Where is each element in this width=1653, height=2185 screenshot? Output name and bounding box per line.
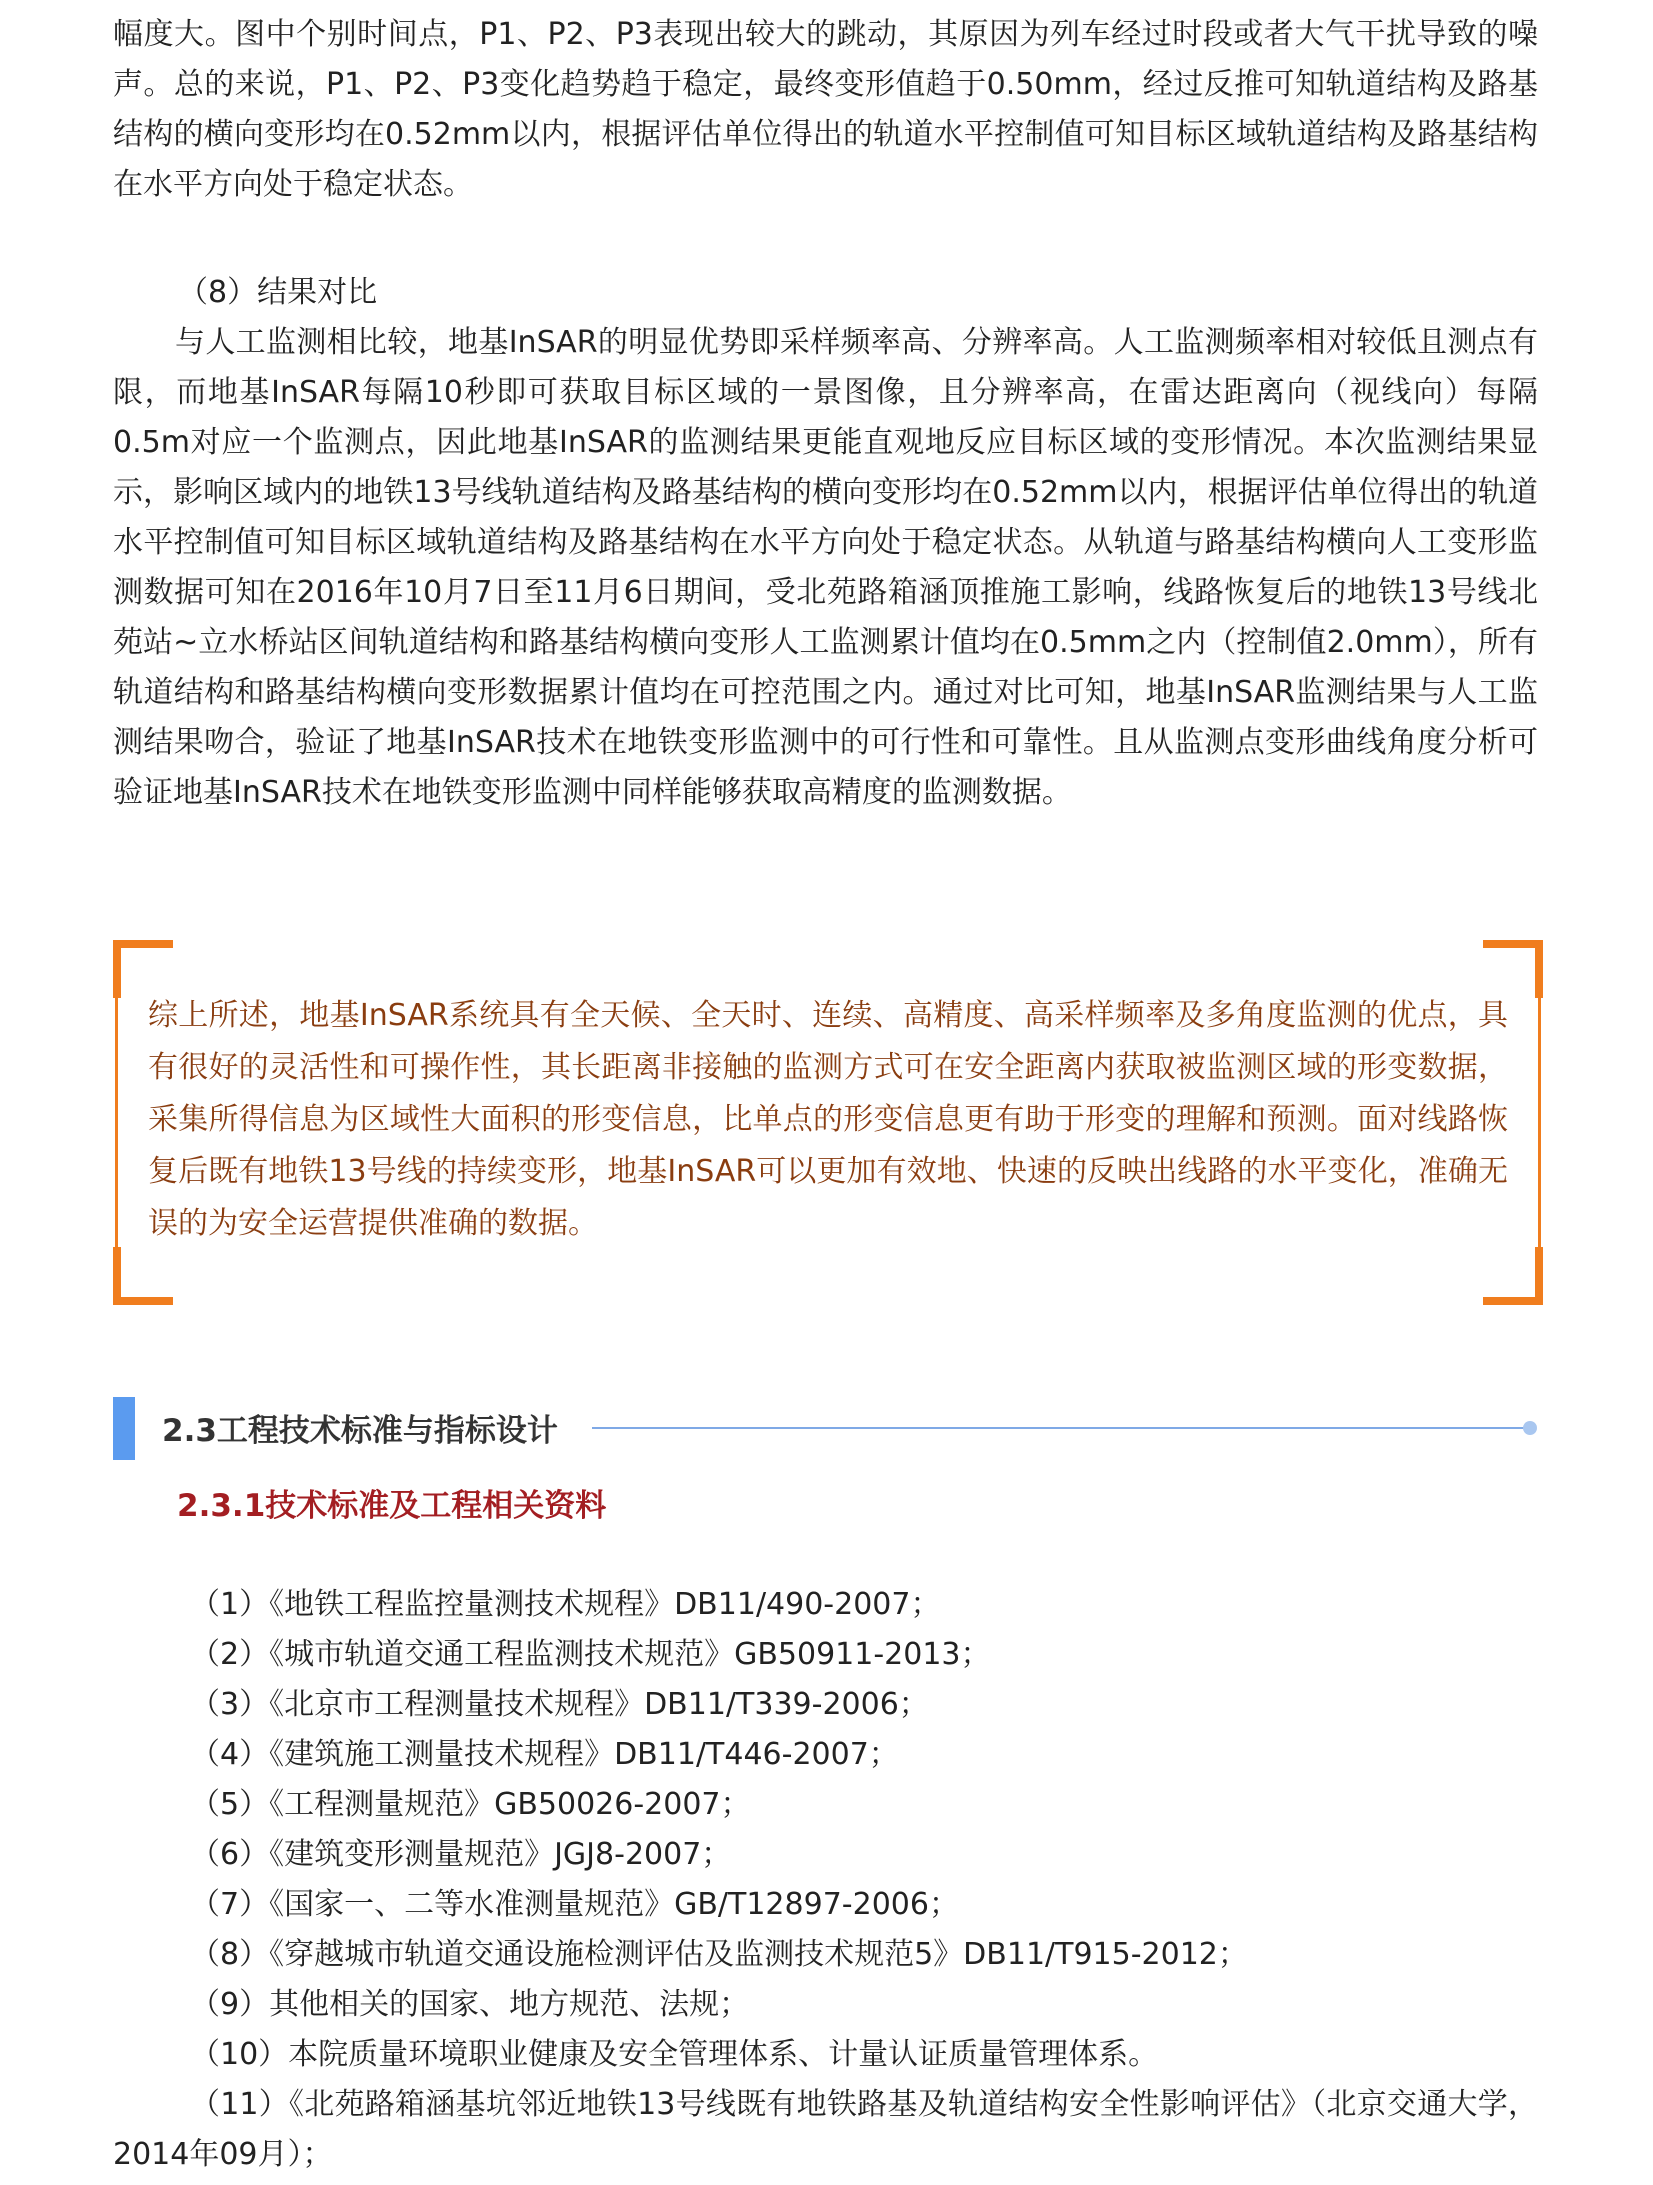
list-item: （3）《北京市工程测量技术规程》DB11/T339-2006； <box>190 1687 929 1722</box>
summary-text: 综上所述，地基InSAR系统具有全天候、全天时、连续、高精度、高采样频率及多角度监测的优点，具有很好的灵活性和可操作性，其长距离非接触的监测方式可在安全距离内获取被监测区域的形变数据，采集所得信息为区域性大面积的形变信息，比单点的形变信息更有助于形变的理解和预测。面对线路恢复后既有地铁13号线的持续变形，地基InSAR可以更加有效地、快速的反映出线路的水平变化，准确无误的为安全运营提供准确的数据。 <box>148 998 1508 1241</box>
list-item: （7）《国家一、二等水准测量规范》GB/T12897-2006； <box>190 1887 959 1922</box>
reference-item-11: （11）《北苑路箱涵基坑邻近地铁13号线既有地铁路基及轨道结构安全性影响评估》（北京交通大学，2014年09月）； <box>113 2087 1538 2172</box>
callout-right-line <box>1538 990 1541 1255</box>
callout-left-line <box>115 990 118 1255</box>
bracket-bottom-left <box>113 1247 173 1305</box>
list-item: （8）《穿越城市轨道交通设施检测评估及监测技术规范5》DB11/T915-2012； <box>190 1937 1248 1972</box>
summary-callout <box>113 940 1543 1305</box>
section-divider-line <box>592 1427 1530 1429</box>
list-item: （10）本院质量环境职业健康及安全管理体系、计量认证质量管理体系。 <box>190 2037 1159 2072</box>
reference-list <box>190 1580 1248 2080</box>
list-item: （6）《建筑变形测量规范》JGJ8-2007； <box>190 1837 732 1872</box>
list-item: （2）《城市轨道交通工程监测技术规范》GB50911-2013； <box>190 1637 991 1672</box>
bracket-bottom-right <box>1483 1247 1543 1305</box>
list-item: （4）《建筑施工测量技术规程》DB11/T446-2007； <box>190 1737 899 1772</box>
paragraph-comparison: 与人工监测相比较，地基InSAR的明显优势即采样频率高、分辨率高。人工监测频率相对较低且测点有限，而地基InSAR每隔10秒即可获取目标区域的一景图像，且分辨率高，在雷达距离向（视线向）每隔0.5m对应一个监测点，因此地基InSAR的监测结果更能直观地反应目标区域的变形情况。本次监测结果显示，影响区域内的地铁13号线轨道结构及路基结构的横向变形均在0.52mm以内，根据评估单位得出的轨道水平控制值可知目标区域轨道结构及路基结构在水平方向处于稳定状态。从轨道与路基结构横向人工变形监测数据可知在2016年10月7日至11月6日期间，受北苑路箱涵顶推施工影响，线路恢复后的地铁13号线北苑站~立水桥站区间轨道结构和路基结构横向变形人工监测累计值均在0.5mm之内（控制值2.0mm），所有轨道结构和路基结构横向变形数据累计值均在可控范围之内。通过对比可知，地基InSAR监测结果与人工监测结果吻合，验证了地基InSAR技术在地铁变形监测中的可行性和可靠性。且从监测点变形曲线角度分析可验证地基InSAR技术在地铁变形监测中同样能够获取高精度的监测数据。 <box>113 325 1538 810</box>
section-divider-dot <box>1523 1421 1537 1435</box>
heading-result-comparison: （8）结果对比 <box>178 275 378 310</box>
paragraph-top: 幅度大。图中个别时间点，P1、P2、P3表现出较大的跳动，其原因为列车经过时段或者大气干扰导致的噪声。总的来说，P1、P2、P3变化趋势趋于稳定，最终变形值趋于0.50mm，经过反推可知轨道结构及路基结构的横向变形均在0.52mm以内，根据评估单位得出的轨道水平控制值可知目标区域轨道结构及路基结构在水平方向处于稳定状态。 <box>113 17 1538 202</box>
section-marker-bar <box>113 1397 135 1460</box>
list-item: （5）《工程测量规范》GB50026-2007； <box>190 1787 751 1822</box>
subsection-title: 2.3.1技术标准及工程相关资料 <box>177 1488 607 1524</box>
list-item: （1）《地铁工程监控量测技术规程》DB11/490-2007； <box>190 1587 941 1622</box>
section-title: 2.3工程技术标准与指标设计 <box>162 1413 558 1449</box>
list-item: （9）其他相关的国家、地方规范、法规； <box>190 1987 750 2022</box>
